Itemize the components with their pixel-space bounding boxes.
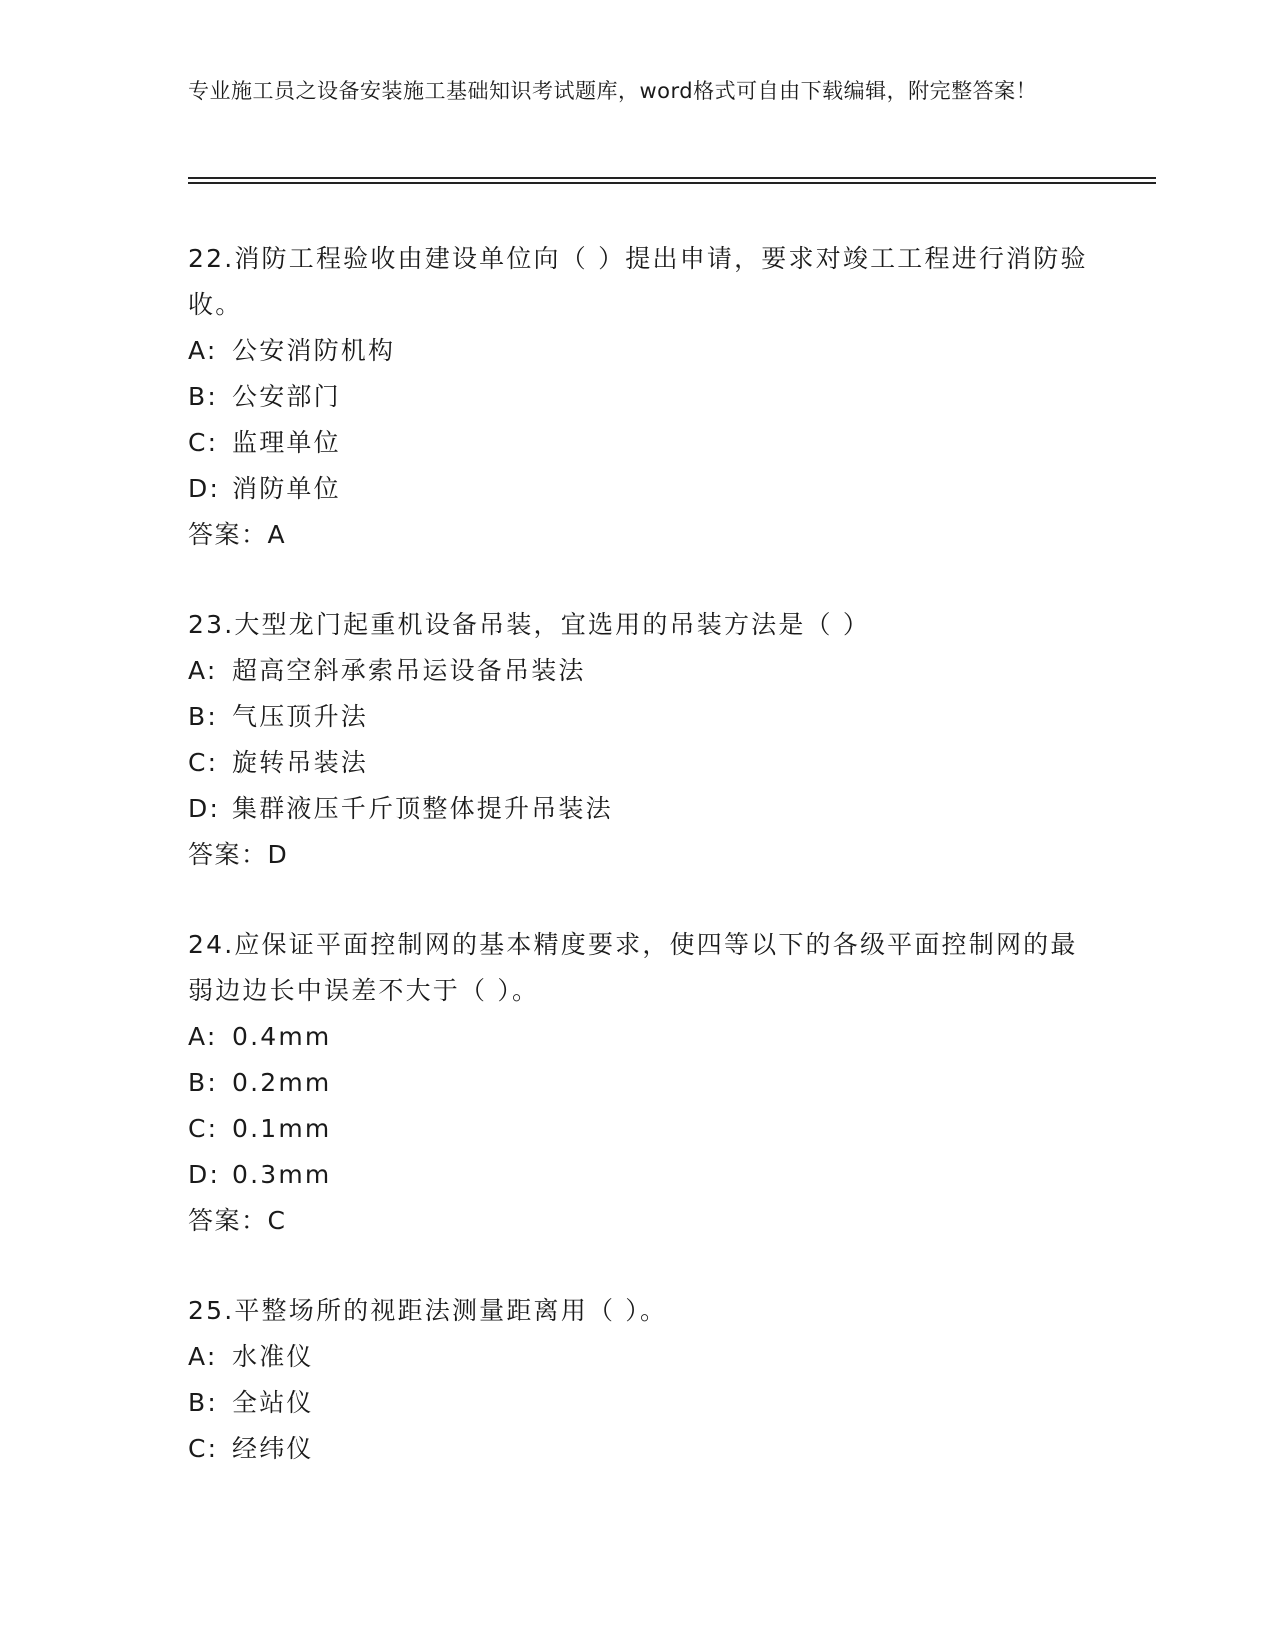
option-text: 气压顶升法 [232,702,369,731]
option-text: 经纬仪 [232,1434,314,1463]
option-text: 全站仪 [232,1388,314,1417]
option-label: C: [188,748,219,777]
question-stem: 23.大型龙门起重机设备吊装，宜选用的吊装方法是（ ） [188,610,871,639]
option-label: A: [188,336,218,365]
option-a [188,1334,1088,1380]
option-label: A: [188,1022,218,1051]
option-a [188,648,1088,694]
option-label: D: [188,1160,221,1189]
option-text: 水准仪 [232,1342,314,1371]
option-b [188,694,1088,740]
option-label: D: [188,794,221,823]
option-text: 超高空斜承索吊运设备吊装法 [232,656,586,685]
option-text: 0.1mm [232,1114,332,1143]
answer-line: 答案：C [188,1206,287,1235]
question-stem: 22.消防工程验收由建设单位向（ ）提出申请，要求对竣工工程进行消防验收。 [188,244,1088,319]
option-c [188,1106,1088,1152]
question-23 [188,602,1088,878]
option-label: C: [188,1434,219,1463]
question-list [188,236,1088,1516]
question-25 [188,1288,1088,1472]
question-stem: 24.应保证平面控制网的基本精度要求，使四等以下的各级平面控制网的最弱边边长中误差不大于（ ）。 [188,930,1078,1005]
document-header: 专业施工员之设备安装施工基础知识考试题库，word格式可自由下载编辑，附完整答案！ [188,79,1038,103]
option-b [188,1060,1088,1106]
option-d [188,1152,1088,1198]
header-divider-bottom [188,182,1156,184]
option-label: A: [188,1342,218,1371]
answer-line: 答案：A [188,520,287,549]
answer-line: 答案：D [188,840,289,869]
option-text: 消防单位 [232,474,341,503]
option-label: C: [188,1114,219,1143]
option-d [188,466,1088,512]
option-a [188,328,1088,374]
header-divider-top [188,177,1156,179]
option-label: A: [188,656,218,685]
question-stem: 25.平整场所的视距法测量距离用（ ）。 [188,1296,668,1325]
option-a [188,1014,1088,1060]
question-24 [188,922,1088,1244]
option-label: B: [188,1068,218,1097]
option-d [188,786,1088,832]
option-b [188,1380,1088,1426]
option-c [188,1426,1088,1472]
option-text: 公安部门 [232,382,341,411]
question-22 [188,236,1088,558]
option-text: 旋转吊装法 [232,748,369,777]
option-text: 公安消防机构 [232,336,396,365]
option-text: 0.3mm [232,1160,332,1189]
option-text: 集群液压千斤顶整体提升吊装法 [232,794,613,823]
option-label: C: [188,428,219,457]
option-text: 0.2mm [232,1068,332,1097]
option-c [188,420,1088,466]
option-c [188,740,1088,786]
option-label: B: [188,1388,218,1417]
option-text: 0.4mm [232,1022,332,1051]
option-label: B: [188,702,218,731]
option-label: D: [188,474,221,503]
option-label: B: [188,382,218,411]
option-text: 监理单位 [232,428,341,457]
option-b [188,374,1088,420]
